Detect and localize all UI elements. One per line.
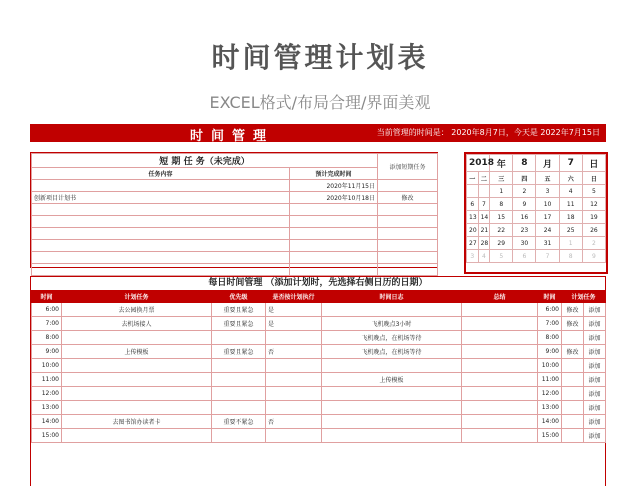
task-action [378, 252, 438, 264]
daily-edit-cell[interactable]: 修改 [562, 303, 584, 317]
calendar-day-cell[interactable]: 4 [478, 250, 490, 263]
calendar-weekday: 六 [559, 172, 582, 185]
calendar-day-cell[interactable]: 23 [513, 224, 536, 237]
daily-task-cell [62, 401, 212, 415]
calendar-day-cell[interactable]: 11 [559, 198, 582, 211]
header-title: 时间管理 [190, 129, 275, 144]
daily-summary-cell [462, 359, 538, 373]
daily-row [32, 331, 606, 345]
daily-priority-cell: 重要且紧急 [212, 317, 266, 331]
daily-panel [30, 276, 606, 486]
daily-edit-cell[interactable] [562, 415, 584, 429]
task-action[interactable] [378, 180, 438, 192]
calendar-day-cell[interactable]: 24 [536, 224, 559, 237]
task-deadline [290, 252, 378, 264]
daily-row [32, 345, 606, 359]
daily-time-cell: 12:00 [32, 387, 62, 401]
task-deadline [290, 228, 378, 240]
daily-edit-cell[interactable]: 修改 [562, 345, 584, 359]
calendar-weekday: 二 [478, 172, 490, 185]
daily-edit-cell[interactable] [562, 387, 584, 401]
add-short-task-button[interactable]: 添加短期任务 [378, 154, 438, 180]
daily-task-cell: 去机场接人 [62, 317, 212, 331]
daily-summary-cell [462, 429, 538, 443]
task-deadline: 2020年11月15日 [290, 180, 378, 192]
daily-task-cell: 去图书馆办读者卡 [62, 415, 212, 429]
calendar-table [466, 154, 606, 263]
header-bar [30, 124, 606, 142]
calendar-day-label: 日 [582, 155, 605, 172]
daily-add-cell[interactable]: 添加 [584, 401, 606, 415]
calendar-day-cell[interactable]: 25 [559, 224, 582, 237]
daily-time-cell: 15:00 [32, 429, 62, 443]
daily-log-cell [322, 415, 462, 429]
calendar-day-cell[interactable]: 29 [490, 237, 513, 250]
calendar-day-cell[interactable]: 14 [478, 211, 490, 224]
daily-time-cell: 11:00 [32, 373, 62, 387]
daily-summary-cell [462, 373, 538, 387]
calendar-day-cell[interactable]: 20 [467, 224, 479, 237]
calendar-day-cell[interactable]: 6 [513, 250, 536, 263]
daily-done-cell: 是 [266, 303, 322, 317]
calendar-day-cell[interactable]: 19 [582, 211, 605, 224]
task-row [32, 180, 438, 192]
daily-priority-cell: 重要且紧急 [212, 345, 266, 359]
calendar-day-cell[interactable]: 15 [490, 211, 513, 224]
page-title: 时间管理计划表 [211, 41, 429, 74]
calendar-day-cell[interactable]: 22 [490, 224, 513, 237]
daily-log-cell: 飞机晚点3小时 [322, 317, 462, 331]
daily-edit-cell[interactable] [562, 373, 584, 387]
task-content [32, 240, 290, 252]
daily-summary-cell [462, 401, 538, 415]
calendar-day-cell[interactable]: 17 [536, 211, 559, 224]
calendar-day-cell[interactable]: 4 [559, 185, 582, 198]
daily-time2-cell: 15:00 [538, 429, 562, 443]
calendar-weekday: 四 [513, 172, 536, 185]
daily-edit-cell[interactable] [562, 401, 584, 415]
daily-priority-cell [212, 401, 266, 415]
calendar-day-cell[interactable] [478, 185, 490, 198]
daily-add-cell[interactable]: 添加 [584, 373, 606, 387]
calendar-month[interactable]: 8 [513, 155, 536, 172]
daily-summary-cell [462, 331, 538, 345]
task-action [378, 264, 438, 276]
daily-time-cell: 14:00 [32, 415, 62, 429]
calendar-year-label: 年 [490, 155, 513, 172]
daily-task-cell [62, 373, 212, 387]
daily-header-cell: 是否按计划执行 [266, 291, 322, 303]
calendar-day-cell[interactable]: 1 [559, 237, 582, 250]
daily-priority-cell [212, 429, 266, 443]
task-action [378, 216, 438, 228]
calendar-day-cell[interactable]: 31 [536, 237, 559, 250]
daily-add-cell[interactable]: 添加 [584, 415, 606, 429]
calendar-weekday: 一 [467, 172, 479, 185]
daily-time-cell: 13:00 [32, 401, 62, 415]
calendar-week [467, 250, 606, 263]
daily-time-cell: 9:00 [32, 345, 62, 359]
daily-task-cell [62, 429, 212, 443]
task-content: 创新项目计划书 [32, 192, 290, 204]
daily-done-cell: 是 [266, 317, 322, 331]
daily-time2-cell: 10:00 [538, 359, 562, 373]
task-deadline [290, 216, 378, 228]
daily-done-cell [266, 387, 322, 401]
calendar-day-cell[interactable]: 18 [559, 211, 582, 224]
calendar-week [467, 211, 606, 224]
calendar-day-cell[interactable] [467, 185, 479, 198]
calendar-day-cell[interactable]: 1 [490, 185, 513, 198]
daily-header-cell: 计划任务 [562, 291, 606, 303]
page-subtitle: EXCEL格式/布局合理/界面美观 [209, 93, 431, 112]
daily-priority-cell [212, 373, 266, 387]
calendar-week [467, 237, 606, 250]
daily-task-cell: 上传模板 [62, 345, 212, 359]
daily-task-cell [62, 387, 212, 401]
daily-time-cell: 10:00 [32, 359, 62, 373]
daily-done-cell: 否 [266, 345, 322, 359]
daily-done-cell [266, 331, 322, 345]
daily-header-cell: 时间日志 [322, 291, 462, 303]
daily-time2-cell: 9:00 [538, 345, 562, 359]
daily-log-cell: 上传模板 [322, 373, 462, 387]
calendar-weekday: 三 [490, 172, 513, 185]
daily-add-cell[interactable]: 添加 [584, 387, 606, 401]
calendar-day-cell[interactable]: 7 [478, 198, 490, 211]
daily-add-cell[interactable]: 添加 [584, 429, 606, 443]
daily-summary-cell [462, 415, 538, 429]
daily-log-cell: 飞机晚点，在机场等待 [322, 331, 462, 345]
daily-time2-cell: 14:00 [538, 415, 562, 429]
calendar-day-cell[interactable]: 16 [513, 211, 536, 224]
short-tasks-title: 短 期 任 务（未完成） [32, 154, 378, 168]
daily-time2-cell: 11:00 [538, 373, 562, 387]
daily-task-cell: 去公园换月票 [62, 303, 212, 317]
daily-time-cell: 8:00 [32, 331, 62, 345]
daily-row [32, 373, 606, 387]
calendar-day-cell[interactable]: 21 [478, 224, 490, 237]
daily-done-cell [266, 401, 322, 415]
task-content [32, 252, 290, 264]
daily-priority-cell [212, 331, 266, 345]
calendar-month-label: 月 [536, 155, 559, 172]
calendar-day-cell[interactable]: 3 [467, 250, 479, 263]
daily-priority-cell: 重要不紧急 [212, 415, 266, 429]
daily-header-cell: 时间 [32, 291, 62, 303]
daily-header-cell: 计划任务 [62, 291, 212, 303]
daily-summary-cell [462, 317, 538, 331]
calendar-day-cell[interactable]: 30 [513, 237, 536, 250]
calendar-day-cell[interactable]: 9 [513, 198, 536, 211]
task-action [378, 228, 438, 240]
task-row [32, 228, 438, 240]
daily-log-cell [322, 303, 462, 317]
daily-add-cell[interactable]: 添加 [584, 331, 606, 345]
header-date: 当前管理的时间是： 2020年8月7日，今天是 2022年7月15日 [376, 128, 600, 137]
daily-add-cell[interactable]: 添加 [584, 345, 606, 359]
daily-task-cell [62, 331, 212, 345]
daily-priority-cell: 重要且紧急 [212, 303, 266, 317]
daily-row [32, 317, 606, 331]
task-content [32, 216, 290, 228]
col-deadline: 预计完成时间 [290, 168, 378, 180]
calendar-day-cell[interactable]: 2 [582, 237, 605, 250]
calendar-weekday: 五 [536, 172, 559, 185]
daily-add-cell[interactable]: 添加 [584, 359, 606, 373]
calendar-day-cell[interactable]: 10 [536, 198, 559, 211]
calendar-weekday: 日 [582, 172, 605, 185]
daily-done-cell: 否 [266, 415, 322, 429]
daily-edit-cell[interactable]: 修改 [562, 317, 584, 331]
daily-log-cell [322, 429, 462, 443]
daily-row [32, 359, 606, 373]
daily-edit-cell[interactable] [562, 359, 584, 373]
daily-add-cell[interactable]: 添加 [584, 303, 606, 317]
task-content [32, 264, 290, 276]
task-action[interactable]: 修改 [378, 192, 438, 204]
calendar-day-cell[interactable]: 3 [536, 185, 559, 198]
calendar-panel [464, 152, 608, 274]
daily-header-cell: 时间 [538, 291, 562, 303]
task-deadline: 2020年10月18日 [290, 192, 378, 204]
calendar-day-cell[interactable]: 7 [536, 250, 559, 263]
calendar-day-cell[interactable]: 26 [582, 224, 605, 237]
calendar-day[interactable]: 7 [559, 155, 582, 172]
short-tasks-panel [30, 152, 438, 268]
daily-title: 每日时间管理 （添加计划时，先选择右侧日历的日期） [208, 278, 428, 288]
daily-row [32, 415, 606, 429]
task-row [32, 252, 438, 264]
daily-time2-cell: 12:00 [538, 387, 562, 401]
calendar-day-cell[interactable]: 6 [467, 198, 479, 211]
task-row [32, 192, 438, 204]
calendar-day-cell[interactable]: 5 [582, 185, 605, 198]
calendar-day-cell[interactable]: 5 [490, 250, 513, 263]
daily-done-cell [266, 373, 322, 387]
daily-edit-cell[interactable] [562, 331, 584, 345]
task-row [32, 264, 438, 276]
calendar-year[interactable]: 2018 [467, 155, 490, 172]
calendar-week [467, 185, 606, 198]
daily-log-cell: 飞机晚点，在机场等待 [322, 345, 462, 359]
spreadsheet [30, 124, 606, 485]
daily-log-cell [322, 359, 462, 373]
daily-task-cell [62, 359, 212, 373]
daily-log-cell [322, 387, 462, 401]
task-action [378, 240, 438, 252]
daily-summary-cell [462, 303, 538, 317]
col-task-content: 任务内容 [32, 168, 290, 180]
task-row [32, 216, 438, 228]
daily-header-cell: 总结 [462, 291, 538, 303]
short-tasks-table [31, 153, 438, 276]
task-content [32, 228, 290, 240]
calendar-day-cell[interactable]: 2 [513, 185, 536, 198]
daily-table [31, 290, 606, 443]
daily-row [32, 387, 606, 401]
daily-row [32, 303, 606, 317]
calendar-day-cell[interactable]: 9 [582, 250, 605, 263]
daily-edit-cell[interactable] [562, 429, 584, 443]
task-content [32, 204, 290, 216]
calendar-day-cell[interactable]: 12 [582, 198, 605, 211]
task-row [32, 204, 438, 216]
daily-priority-cell [212, 359, 266, 373]
calendar-day-cell[interactable]: 8 [490, 198, 513, 211]
daily-log-cell [322, 401, 462, 415]
daily-time-cell: 6:00 [32, 303, 62, 317]
daily-time2-cell: 7:00 [538, 317, 562, 331]
daily-summary-cell [462, 345, 538, 359]
daily-done-cell [266, 429, 322, 443]
task-row [32, 240, 438, 252]
daily-row [32, 429, 606, 443]
task-action [378, 204, 438, 216]
calendar-day-cell[interactable]: 27 [467, 237, 479, 250]
daily-time-cell: 7:00 [32, 317, 62, 331]
task-deadline [290, 204, 378, 216]
calendar-week [467, 198, 606, 211]
daily-row [32, 401, 606, 415]
task-deadline [290, 264, 378, 276]
task-deadline [290, 240, 378, 252]
daily-time2-cell: 6:00 [538, 303, 562, 317]
daily-time2-cell: 8:00 [538, 331, 562, 345]
daily-time2-cell: 13:00 [538, 401, 562, 415]
daily-priority-cell [212, 387, 266, 401]
calendar-day-cell[interactable]: 13 [467, 211, 479, 224]
calendar-day-cell[interactable]: 28 [478, 237, 490, 250]
daily-summary-cell [462, 387, 538, 401]
daily-add-cell[interactable]: 添加 [584, 317, 606, 331]
calendar-week [467, 224, 606, 237]
task-content [32, 180, 290, 192]
daily-done-cell [266, 359, 322, 373]
daily-header-cell: 优先级 [212, 291, 266, 303]
calendar-day-cell[interactable]: 8 [559, 250, 582, 263]
